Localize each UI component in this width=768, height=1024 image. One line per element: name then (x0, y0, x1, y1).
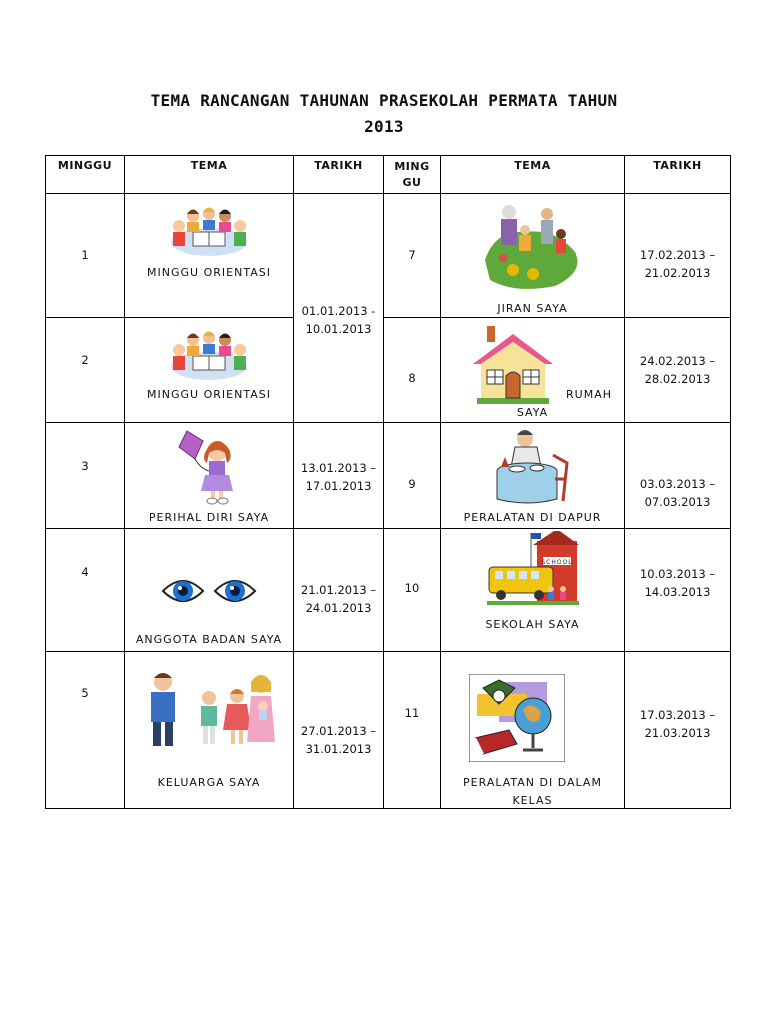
theme-label: ANGGOTA BADAN SAYA (135, 633, 283, 646)
theme-cell (125, 652, 294, 809)
header-minggu-2a: MING (394, 160, 430, 173)
date-end-2: 28.02.2013 (644, 372, 711, 386)
week-number: 3 (81, 459, 89, 473)
theme-cell-2 (441, 652, 625, 809)
date-cell-2 (625, 194, 731, 318)
girl-kite-icon (175, 429, 245, 507)
week-cell-2 (384, 194, 441, 318)
date-end-2: 21.02.2013 (644, 266, 711, 280)
date-end: 17.01.2013 (305, 479, 372, 493)
week-number-2: 9 (408, 477, 416, 491)
date-start: 01.01.2013 - (301, 304, 376, 318)
date-start: 21.01.2013 – (300, 583, 377, 597)
school-sign: SCHOOL (540, 559, 573, 566)
week-cell-2 (384, 652, 441, 809)
theme-label: KELUARGA SAYA (157, 776, 261, 789)
header-tema: TEMA (125, 156, 294, 194)
week-number: 4 (81, 565, 89, 579)
date-cell (294, 652, 384, 809)
theme-cell (125, 529, 294, 652)
table-row (46, 194, 731, 318)
date-start: 13.01.2013 – (300, 461, 377, 475)
table-row (46, 529, 731, 652)
neighbors-icon (483, 200, 583, 290)
theme-label-2: JIRAN SAYA (497, 302, 568, 315)
theme-cell-2 (441, 423, 625, 529)
week-cell-2 (384, 423, 441, 529)
kitchen-icon (495, 427, 571, 509)
week-cell (46, 423, 125, 529)
theme-cell-2 (441, 318, 625, 423)
theme-cell-2 (441, 529, 625, 652)
theme-label: MINGGU ORIENTASI (147, 388, 271, 401)
date-cell (294, 529, 384, 652)
week-cell-2 (384, 318, 441, 423)
date-start-2: 03.03.2013 – (639, 477, 716, 491)
children-reading-icon (167, 328, 251, 382)
school-bus-icon (487, 531, 579, 611)
date-end-2: 14.03.2013 (644, 585, 711, 599)
date-start-2: 17.03.2013 – (639, 708, 716, 722)
theme-table (45, 155, 731, 809)
header-minggu-2 (384, 156, 441, 194)
date-cell (294, 423, 384, 529)
week-number: 2 (81, 353, 89, 367)
table-row (46, 652, 731, 809)
week-cell (46, 194, 125, 318)
table-row (46, 423, 731, 529)
date-cell-2 (625, 423, 731, 529)
theme-cell (125, 423, 294, 529)
header-tema-2: TEMA (441, 156, 625, 194)
date-end-2: 21.03.2013 (644, 726, 711, 740)
header-row (46, 156, 731, 194)
date-cell-2 (625, 652, 731, 809)
header-minggu-2b: GU (402, 176, 422, 189)
week-number-2: 7 (408, 248, 416, 262)
week-cell (46, 652, 125, 809)
document-title (0, 88, 768, 140)
classroom-tools-icon (469, 674, 565, 762)
week-number-2: 8 (408, 371, 416, 385)
date-end: 31.01.2013 (305, 742, 372, 756)
date-end: 24.01.2013 (305, 601, 372, 615)
table-row (46, 318, 731, 423)
children-reading-icon (167, 204, 251, 258)
theme-label-2a: RUMAH (566, 388, 612, 401)
week-number-2: 10 (404, 581, 420, 595)
theme-cell (125, 194, 294, 318)
date-cell-2 (625, 318, 731, 423)
theme-label-2b: SAYA (516, 406, 549, 419)
theme-label-2b: KELAS (512, 794, 553, 807)
header-tarikh: TARIKH (294, 156, 384, 194)
date-cell-merged (294, 194, 384, 423)
date-end-2: 07.03.2013 (644, 495, 711, 509)
date-cell-2 (625, 529, 731, 652)
week-number: 5 (81, 686, 89, 700)
theme-label-2: SEKOLAH SAYA (485, 618, 580, 631)
date-start-2: 17.02.2013 – (639, 248, 716, 262)
title-line-1: TEMA RANCANGAN TAHUNAN PRASEKOLAH PERMATA TAHUN (150, 91, 618, 110)
theme-label: PERIHAL DIRI SAYA (148, 511, 270, 524)
header-minggu: MINGGU (46, 156, 125, 194)
week-number: 1 (81, 248, 89, 262)
date-start-2: 10.03.2013 – (639, 567, 716, 581)
theme-label: MINGGU ORIENTASI (147, 266, 271, 279)
header-tarikh-2: TARIKH (625, 156, 731, 194)
theme-cell (125, 318, 294, 423)
theme-cell-2 (441, 194, 625, 318)
theme-label-2a: PERALATAN DI DALAM (463, 776, 602, 789)
title-line-2: 2013 (364, 117, 404, 136)
week-number-2: 11 (404, 706, 420, 720)
family-icon (143, 670, 275, 750)
theme-label-2: PERALATAN DI DAPUR (463, 511, 602, 524)
eyes-icon (161, 573, 257, 609)
date-start-2: 24.02.2013 – (639, 354, 716, 368)
week-cell-2 (384, 529, 441, 652)
date-end: 10.01.2013 (305, 322, 372, 336)
date-start: 27.01.2013 – (300, 724, 377, 738)
week-cell (46, 529, 125, 652)
week-cell (46, 318, 125, 423)
